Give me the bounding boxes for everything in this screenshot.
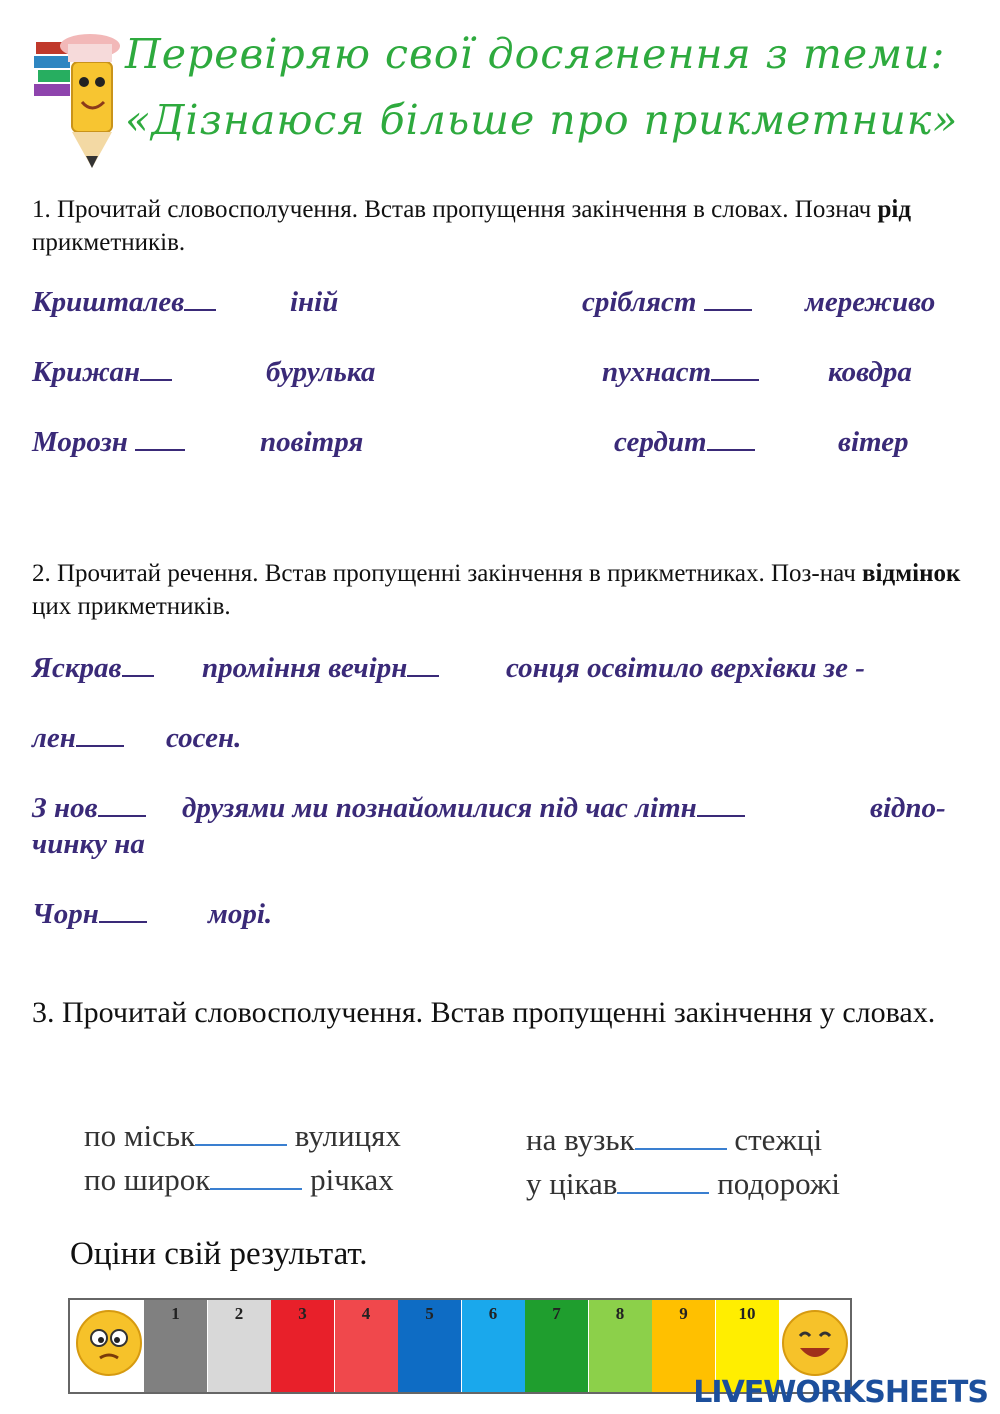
watermark-logo: LIVEWORKSHEETS	[693, 1375, 988, 1410]
task3-item-2[interactable]: на вузьк стежці	[526, 1122, 823, 1157]
task2-bold: відмінок	[862, 560, 961, 587]
rating-score-label: 4	[361, 1304, 371, 1323]
task2-sentence1-b[interactable]: проміння вечірн	[202, 652, 439, 685]
rating-score-1[interactable]	[144, 1300, 207, 1392]
task2-sentence3-b[interactable]: друзями ми познайомилися під час літн	[182, 792, 745, 825]
sad-face-icon	[76, 1310, 142, 1376]
rating-score-label: 10	[738, 1304, 756, 1323]
title-line-2: «Дізнаюся більше про прикметник»	[125, 96, 959, 144]
task1-row3-adj2[interactable]: сердит	[614, 426, 755, 459]
task1-row2-noun: бурулька	[266, 356, 376, 388]
rating-score-label: 7	[552, 1304, 561, 1323]
task2-sentence5-a[interactable]: Чорн	[32, 898, 147, 931]
task2-sentence3-a[interactable]: З нов	[32, 792, 146, 825]
pencil-mascot-icon	[28, 22, 128, 172]
task1-instruction	[32, 193, 982, 259]
task1-row1-noun: іній	[290, 286, 339, 318]
task2-sentence1-c: сонця освітило верхівки зе -	[506, 652, 865, 684]
rating-score-8[interactable]	[589, 1300, 652, 1392]
rating-score-label: 2	[234, 1304, 244, 1323]
rating-score-6[interactable]	[462, 1300, 525, 1392]
task3-instruction: 3. Прочитай словосполучення. Встав пропущенні закінчення у словах.	[32, 996, 936, 1029]
rating-score-label: 6	[488, 1304, 498, 1323]
rating-score-7[interactable]	[525, 1300, 588, 1392]
task1-row2-adj[interactable]: Крижан	[32, 356, 172, 389]
task1-row1-noun2: мереживо	[805, 286, 936, 318]
task2-tail: цих прикметників.	[32, 593, 231, 620]
task1-lead: 1. Прочитай словосполучення. Встав пропущення закінчення в словах. Познач	[32, 196, 878, 223]
task2-sentence1-a[interactable]: Яскрав	[32, 652, 154, 685]
rating-score-label: 9	[679, 1304, 688, 1323]
task2-sentence3-c: відпо-	[870, 792, 946, 824]
task1-row1-adj[interactable]: Кришталев	[32, 286, 216, 319]
rating-label: Оціни свій результат.	[70, 1236, 368, 1272]
task2-instruction	[32, 557, 982, 623]
rating-score-4[interactable]	[335, 1300, 398, 1392]
rating-score-3[interactable]	[271, 1300, 334, 1392]
task2-sentence5-b: морі.	[208, 898, 273, 930]
task2-sentence2-a[interactable]: лен	[32, 722, 124, 755]
title-line-1: Перевіряю свої досягнення з теми:	[125, 30, 946, 78]
task3-item-1[interactable]: по міськ вулицях	[84, 1118, 401, 1153]
rating-score-label: 3	[298, 1304, 307, 1323]
rating-score-5[interactable]	[398, 1300, 461, 1392]
task3-item-3[interactable]: по широк річках	[84, 1162, 394, 1197]
task1-row2-adj2[interactable]: пухнаст	[602, 356, 759, 389]
task2-lead: 2. Прочитай речення. Встав пропущенні закінчення в прикметниках. Поз-нач	[32, 560, 863, 587]
rating-score-label: 5	[425, 1304, 434, 1323]
rating-score-label: 1	[171, 1304, 180, 1323]
happy-face-icon	[782, 1310, 848, 1376]
task1-bold: рід	[877, 196, 911, 223]
task1-row3-adj[interactable]: Морозн	[32, 426, 185, 459]
task2-sentence4: чинку на	[32, 828, 145, 860]
task1-tail: прикметників.	[32, 229, 186, 256]
rating-score-label: 8	[615, 1304, 625, 1323]
task1-row1-adj2[interactable]: срібляст	[582, 286, 752, 319]
task2-sentence2-b: сосен.	[166, 722, 242, 754]
task1-row2-noun2: ковдра	[828, 356, 912, 388]
task1-row3-noun2: вітер	[838, 426, 909, 458]
rating-score-2[interactable]	[208, 1300, 271, 1392]
task3-item-4[interactable]: у цікав подорожі	[526, 1166, 840, 1201]
task1-row3-noun: повітря	[260, 426, 364, 458]
